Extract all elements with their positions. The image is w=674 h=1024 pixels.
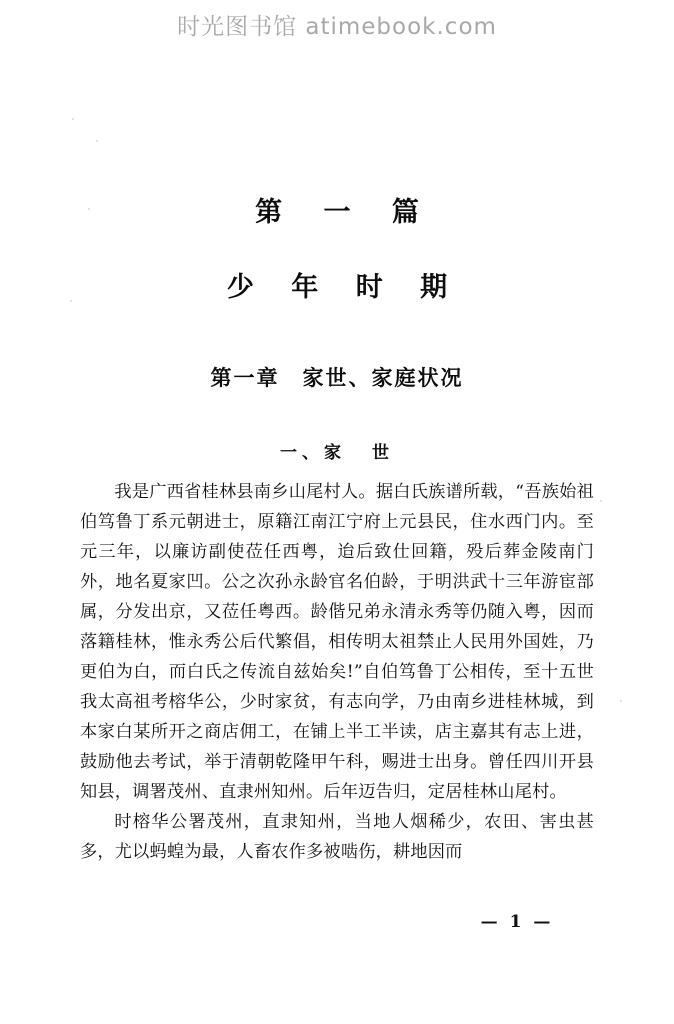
part-title: 第 一 篇 bbox=[255, 197, 435, 228]
section-title bbox=[80, 438, 594, 463]
section-title-suffix: 世 bbox=[372, 443, 394, 463]
paragraph-2: 时榕华公署茂州，直隶知州，当地人烟稀少，农田、害虫甚多，尤以蚂蝗为最，人畜农作多被啮伤，耕地因而 bbox=[80, 812, 594, 862]
part-subtitle: 少 年 时 期 bbox=[226, 272, 462, 303]
scan-speckle bbox=[96, 140, 98, 142]
scan-speckle bbox=[600, 500, 602, 502]
watermark-text: 时光图书馆 atimebook.com bbox=[177, 14, 497, 40]
scan-speckle bbox=[70, 300, 72, 302]
chapter-title: 第一章 家世、家庭状况 bbox=[210, 365, 464, 390]
scan-speckle bbox=[72, 118, 74, 120]
section-title-prefix: 一、家 bbox=[280, 443, 346, 463]
page-number bbox=[0, 912, 674, 932]
scan-speckle bbox=[620, 700, 622, 702]
page-content bbox=[80, 190, 594, 867]
paragraph-1: 我是广西省桂林县南乡山尾村人。据白氏族谱所载，“吾族始祖伯笃鲁丁系元朝进士，原籍江南江宁府上元县民，住水西门内。至元三年，以廉访副使莅任西粤，迨后致仕回籍，殁后葬金陵南门外，地名夏家凹。公之次孙永龄官名伯龄，于明洪武十三年游宦部属，分发出京，又莅任粤西。龄偕兄弟永清永秀等仍随入粤，因而落籍桂林，惟永秀公后代繁倡，相传明太祖禁止人民用外国姓，乃更伯为白，而白氏之传流自兹始矣!”自伯笃鲁丁公相传，至十五世我太高祖考榕华公，少时家贫，有志向学，乃由南乡进桂林城，到本家白某所开之商店佣工，在铺上半工半读，店主嘉其有志上进，鼓励他去考试，举于清朝乾隆甲午科，赐进士出身。曾任四川开县知县，调署茂州、直隶州知州。后年迈告归，定居桂林山尾村。 bbox=[80, 482, 594, 802]
page-number-value: — 1 — bbox=[480, 912, 554, 932]
scan-speckle bbox=[88, 208, 90, 210]
body-text bbox=[80, 477, 594, 867]
